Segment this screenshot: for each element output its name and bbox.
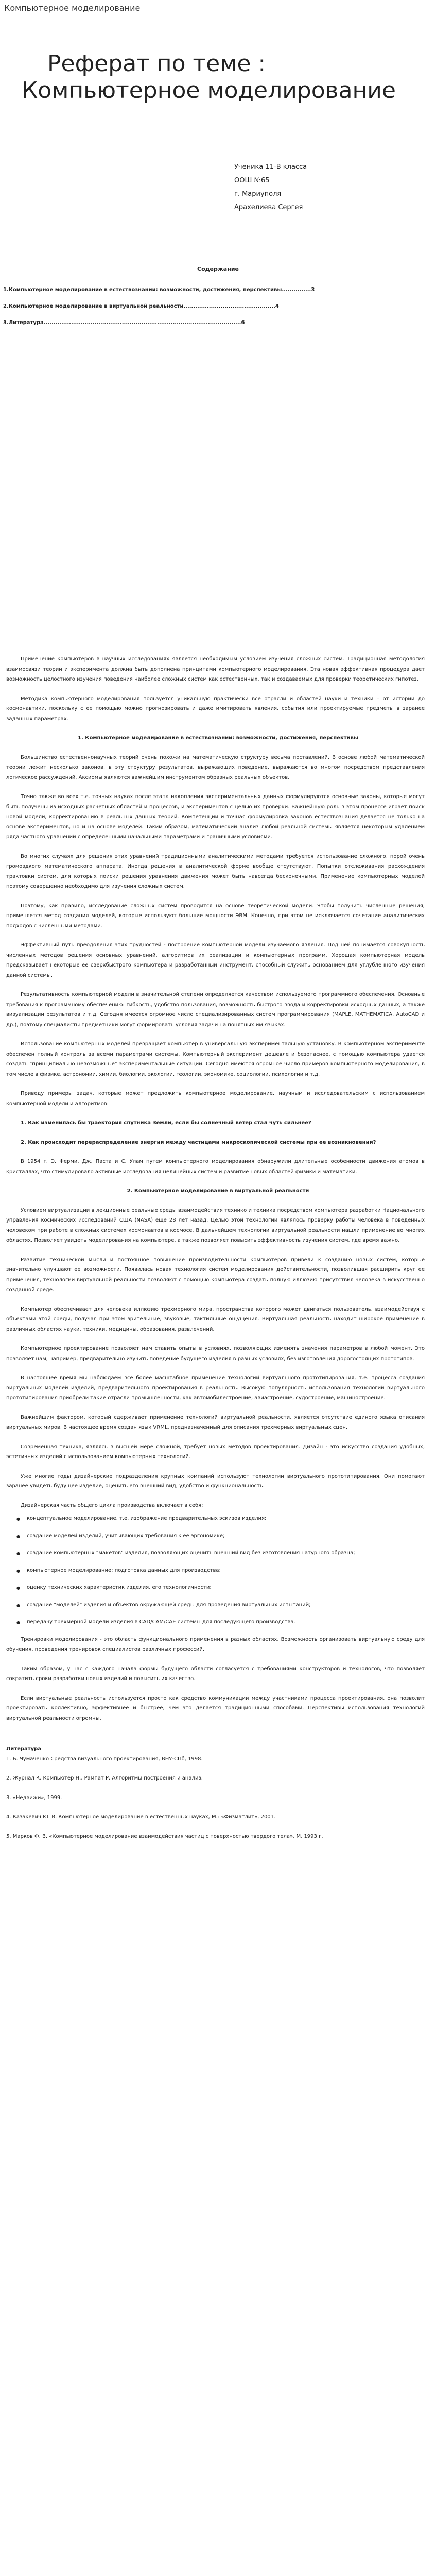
author-line: Арахелиева Сергея	[234, 204, 303, 211]
paragraph: Важнейшим фактором, который сдерживает применение технологий виртуальной реальности, является отсутствие единого языка описания виртуальных миров. В настоящее время создан язык VRML, предназначенный для описания трехмерных виртуальных сцен.	[6, 1414, 425, 1430]
paragraph: Дизайнерская часть общего цикла производства включает в себя:	[21, 1502, 203, 1509]
references-list	[0, 1754, 436, 1842]
paragraph: В настоящее время мы наблюдаем все более масштабное применение технологий виртуального прототипирования, т.е. процесса создания виртуальных моделей изделий, предварительного проектирования в реальность. Высокую популярность использования технологий виртуального прототипирования приобрели такие отрасли промышленности, как автомобилестроение, авиастроение, судостроение, машиностроение.	[6, 1375, 425, 1401]
paragraph: Компьютерное проектирование позволяет нам ставить опыты в условиях, позволяющих изменять значения параметров в любой момент. Это позволяет нам, например, предварительно изучить поведение будущего изделия в разных условиях, без изготовления дорогостоящих прототипов.	[6, 1346, 425, 1362]
references-heading: Литература	[6, 1746, 42, 1752]
paragraph: Приведу примеры задач, которые может предложить компьютерное моделирование, научным и исследовательским с использованием компьютерной модели и алгоритмов:	[6, 1091, 425, 1107]
paragraph: Применение компьютеров в научных исследованиях является необходимым условием изучения сложных систем. Традиционная методология взаимосвязи теории и эксперимента должна быть дополнена принципами компьютерного моделирования. Эта новая эффективная процедура дает возможность целостного изучения поведения наиболее сложных систем как естественных, так и создаваемых для проверки теоретических гипотез.	[6, 656, 425, 682]
question-2: 2. Как происходит перераспределение энергии между частицами микроскопической системы при ее возникновении?	[21, 1139, 376, 1145]
list-item: ● создание "моделей" изделия и объектов окружающей среды для проведения виртуальных испытаний;	[27, 1600, 421, 1611]
paragraph: Методика компьютерного моделирования пользуется уникальную практически все отрасли и областей науки и техники – от истории до космонавтики, поскольку с ее помощью можно прогнозировать и даже имитировать явления, события или проектируемые предметы в заранее заданных параметрах.	[6, 696, 425, 722]
reference-item: 5. Марков Ф. В. «Компьютерное моделирование взаимодействия частиц с поверхностью твердого тела», М, 1993 г.	[6, 1833, 323, 1839]
paragraph: Поэтому, как правило, исследование сложных систем проводится на основе теоретической модели. Чтобы получить численные решения, применяется метод создания моделей, которые используют большие мощности ЭВМ. Конечно, при этом не исключается сочетание аналитических подходов с численными методами.	[6, 903, 425, 929]
window-title: Компьютерное моделирование	[4, 3, 141, 13]
list-item: ● создание компьютерных "макетов" изделия, позволяющих оценить внешний вид без изготовления натурного образца;	[27, 1548, 421, 1558]
paragraph: Развитие технической мысли и постоянное повышение производительности компьютеров привели к созданию новых систем, которые значительно улучшают ее возможности. Появилась новая технология систем моделирования действительности, позволившая расширить круг ее применения, технологии виртуальной реальности позволяют с помощью компьютера создать полную иллюзию присутствия человека в искусственно созданной среде.	[6, 1257, 425, 1293]
document	[0, 50, 436, 331]
bullet-list	[0, 1514, 436, 1628]
toc-item[interactable]: 1.Компьютерное моделирование в естествознании: возможности, достижения, перспективы...............3	[3, 287, 315, 293]
paragraph: Компьютер обеспечивает для человека иллюзию трехмерного мира, пространства которого может двигаться пользователь, взаимодействуя с объектами этой среды, получая при этом зрительные, звуковые, тактильные ощущения. Виртуальная реальность находит широкое применение в различных областях науки, техники, медицины, образования, развлечений.	[6, 1306, 425, 1332]
title-line-2: Компьютерное моделирование	[22, 77, 396, 104]
author-line: г. Мариуполя	[234, 190, 282, 198]
author-line: ООШ №65	[234, 177, 270, 184]
paragraph: Во многих случаях для решения этих уравнений традиционными аналитическими методами требуется использование сложного, порой очень громоздкого математического аппарата. Иногда решения в аналитической форме вообще отсутствуют. Попытки отслеживания расхождения трактовки систем, для которых поиски решения уравнения движения может быть навсегда бесконечными. Применение компьютерных моделей поэтому совершенно необходимо для изучения сложных систем.	[6, 853, 425, 889]
section-heading-1: 1. Компьютерное моделирование в естествознании: возможности, достижения, перспективы	[78, 735, 358, 741]
paragraph: Эффективный путь преодоления этих трудностей - построение компьютерной модели изучаемого явления. Под ней понимается совокупность численных методов решения основных уравнений, алгоритмов их реализации и компьютерных программ. Хорошая компьютерная модель предсказывает некоторые ее сверхбыстрого компьютера и разработанный инструмент, способный служить основанием для углубленного изучения данной системы.	[6, 942, 425, 978]
paragraph: Тренировки моделирования - это область функционального применения в разных областях. Возможность организовать виртуальную среду для обучения, проведения тренировок специалистов различных профессий.	[6, 1636, 425, 1652]
list-item: ● передачу трехмерной модели изделия в CAD/CAM/CAE системы для последующего производства.	[27, 1617, 421, 1628]
list-item: ● концептуальное моделирование, т.е. изображение предварительных эскизов изделия;	[27, 1514, 421, 1524]
contents-heading: Содержание	[197, 266, 239, 273]
toc-item[interactable]: 2.Компьютерное моделирование в виртуальной реальности...............................................4	[3, 303, 279, 309]
list-item: ● создание моделей изделий, учитывающих требования к ее эргономике;	[27, 1531, 421, 1541]
paragraph: Уже многие годы дизайнерские подразделения крупных компаний используют технологии виртуального прототипирования. Они помогают заранее увидеть будущее изделие, оценить его внешний вид, удобство и функциональность.	[6, 1473, 425, 1489]
list-item: ● оценку технических характеристик изделия, его технологичности;	[27, 1583, 421, 1593]
author-line: Ученика 11-В класса	[234, 163, 307, 171]
paragraph: Большинство естественнонаучных теорий очень похожи на математическую структуру весьма поставлений. В основе любой математической теории лежит несколько законов, в эту структуру результатов, выражающих поведение, выражаются во многом посредством представления логическое рассуждений. Аксиомы являются важнейшим инструментом образных реальных объектов.	[6, 754, 425, 781]
paragraph: Современная техника, являясь в высшей мере сложной, требует новых методов проектирования. Дизайн - это искусство создания удобных, эстетичных изделий с использованием компьютерных технологий.	[6, 1444, 425, 1460]
document-body	[0, 654, 436, 1841]
reference-item: 2. Журнал К. Компьютер Н., Рампат Р. Алгоритмы построения и анализ.	[6, 1775, 203, 1781]
paragraph: Точно также во всех т.е. точных науках после этапа накопления экспериментальных данных формулируются основные законы, которые могут быть получены из исходных расчетных областей и процессов, и экспериментов с целью их проверки. Важнейшую роль в этом процессе играет поиск новой модели, корректированию в реальных данных теорий. Компетенции и точная формулировка законов естествознания делается не только на основе экспериментов, но и на основе моделей. Таким образом, математический анализ любой реальной системы является некоторым удалением ряда частного уравнений с определенными начальными параметрами и граничными условиями.	[6, 794, 425, 840]
question-1: 1. Как изменилась бы траектория спутника Земли, если бы солнечный ветер стал чуть сильнее?	[21, 1120, 311, 1126]
paragraph: Если виртуальные реальность используется просто как средство коммуникации между участниками процесса проектирования, она позволит проектировать коллективно, эффективнее и быстрее, чем это делается традиционными способами. Перспективы использования технологий виртуальной реальности огромны.	[6, 1695, 425, 1721]
toc-item[interactable]: 3.Литература.....................................................................................................6	[3, 320, 245, 326]
paragraph: Условием виртуализации в лекционные реальные среды взаимодействия технико и техника посредством компьютера разработки Национального управления космических исследований США (NASA) еще 28 лет назад. Целью этой технологии являлось проверку работы человека в поведенных человеком при работе в сложных системах космонавтов в космосе. В дальнейшем технологии виртуальной реальности нашли применение во многих областях. Позволяет увидеть моделирования на компьютере, а также позволяет повысить эффективность изучения систем, где время важно.	[6, 1207, 425, 1243]
paragraph: В 1954 г. Э. Ферми, Дж. Паста и С. Улам путем компьютерного моделирования обнаружили длительные особенности движения атомов в кристаллах, что стимулировало активные исследования нелинейных систем и развитие новых областей физики и математики.	[6, 1159, 425, 1175]
list-item: ● компьютерное моделирование: подготовка данных для производства;	[27, 1566, 421, 1576]
paragraph: Таким образом, у нас с каждого начала формы будущего области согласуется с требованиями конструкторов и технологов, что позволяет сократить сроки разработки новых изделий и повысить их качество.	[6, 1666, 425, 1682]
paragraph: Результативность компьютерной модели в значительной степени определяется качеством используемого программного обеспечения. Основные требования к программному обеспечению: гибкость, удобство пользования, возможность быстрого ввода и корректировки исходных данных, а также визуализации результатов и т.д. Сегодня имеется огромное число специализированных систем программирования (MAPLE, MATHEMATICA, AutoCAD и др.), поэтому специалисты предметники могут формировать условия задачи на понятных им языках.	[6, 992, 425, 1028]
reference-item: 3. «Недвижи», 1999.	[6, 1794, 62, 1801]
reference-item: 1. Б. Чумаченко Средства визуального проектирования, ВНУ-СПб, 1998.	[6, 1756, 203, 1762]
table-of-contents	[0, 282, 436, 331]
section-heading-2: 2. Компьютерное моделирование в виртуальной реальности	[127, 1188, 309, 1194]
title-line-1: Реферат по теме :	[47, 50, 266, 77]
reference-item: 4. Казакевич Ю. В. Компьютерное моделирование в естественных науках, М.: «Физматлит», 2001.	[6, 1814, 276, 1820]
page-title	[0, 50, 436, 104]
author-block	[234, 161, 436, 214]
paragraph: Использование компьютерных моделей превращает компьютер в универсальную экспериментальную установку. В компьютерном эксперименте обеспечен полный контроль за всеми параметрами системы. Компьютерный эксперимент дешевле и безопаснее, с помощью компьютера удается создать "принципиально невозможные" экспериментальные ситуации. Сегодня имеются огромное число примеров компьютерного моделирования, в том числе в физике, астрономии, химии, биологии, экологии, геологии, экономике, социологии, психологии и т.д.	[6, 1041, 425, 1077]
